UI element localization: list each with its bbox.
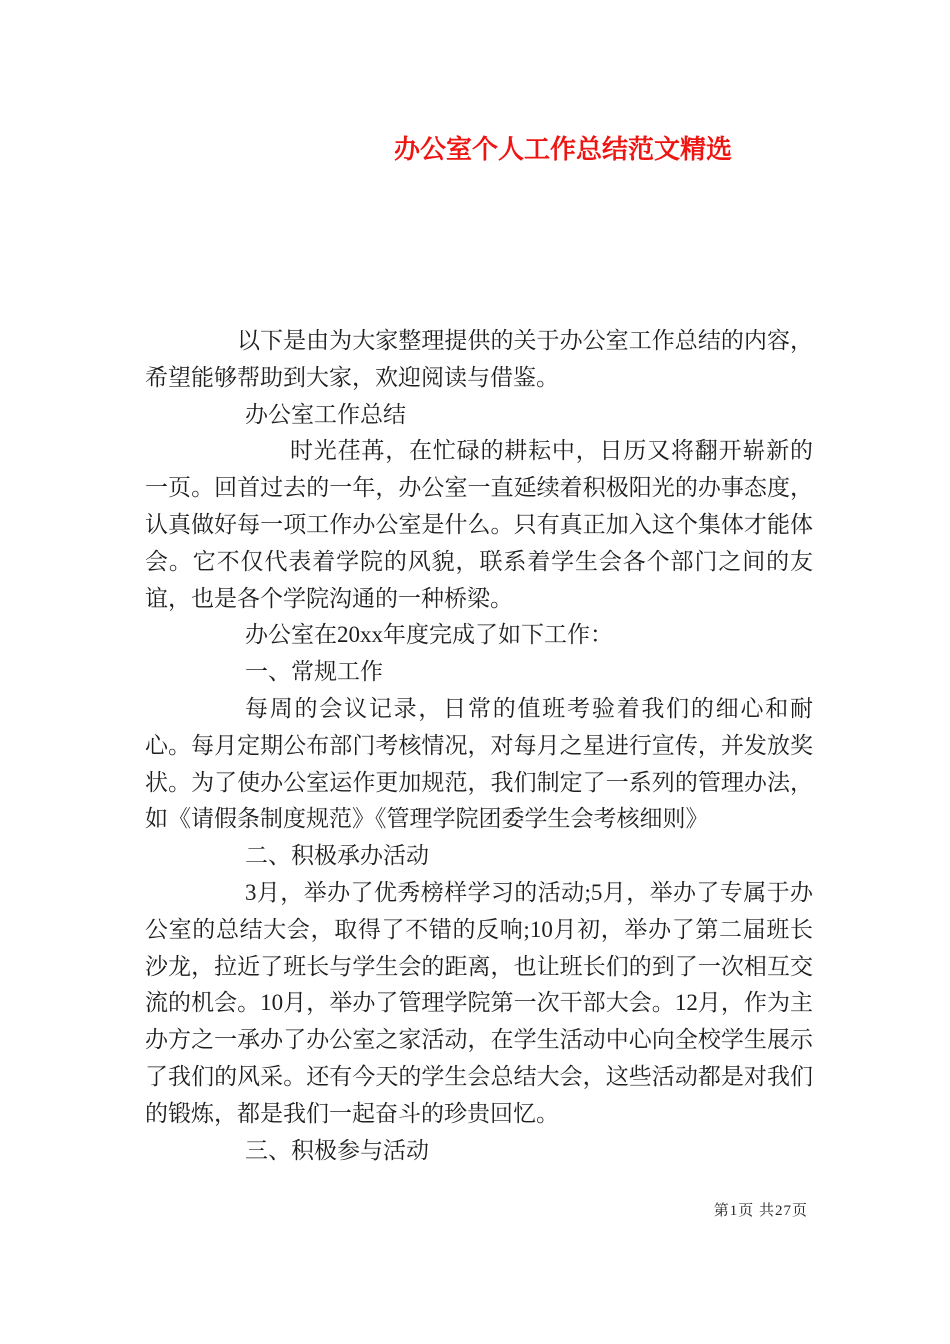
document-title: 办公室个人工作总结范文精选 [393,134,732,164]
paragraph-intro: 以下是由为大家整理提供的关于办公室工作总结的内容，希望能够帮助到大家，欢迎阅读与借鉴。 [145,328,813,390]
page-footer-pagination: 第1页 共27页 [713,1203,808,1219]
paragraph-year-summary-lead: 办公室在20xx年度完成了如下工作： [245,622,613,648]
paragraph-opening: 时光荏苒，在忙碌的耕耘中，日历又将翻开崭新的一页。回首过去的一年，办公室一直延续着积极阳光的办事态度，认真做好每一项工作办公室是什么。只有真正加入这个集体才能体会。它不仅代表着学院的风貌，联系着学生会各个部门之间的友谊，也是各个学院沟通的一种桥梁。 [145,438,813,611]
paragraph-section-1-body: 每周的会议记录，日常的值班考验着我们的细心和耐心。每月定期公布部门考核情况，对每月之星进行宣传，并发放奖状。为了使办公室运作更加规范，我们制定了一系列的管理办法，如《请假条制度规范》《管理学院团委学生会考核细则》 [145,695,813,832]
section-heading-3: 三、积极参与活动 [245,1137,429,1163]
section-heading-2: 二、积极承办活动 [245,843,429,869]
paragraph-section-2-body: 3月，举办了优秀榜样学习的活动;5月，举办了专属于办公室的总结大会，取得了不错的反响;10月初，举办了第二届班长沙龙，拉近了班长与学生会的距离，也让班长们的到了一次相互交流的机会。10月，举办了管理学院第一次干部大会。12月，作为主办方之一承办了办公室之家活动，在学生活动中心向全校学生展示了我们的风采。还有今天的学生会总结大会，这些活动都是对我们的锻炼，都是我们一起奋斗的珍贵回忆。 [145,879,813,1126]
section-heading-1: 一、常规工作 [245,659,383,685]
document-body [145,323,813,1169]
paragraph-subtitle: 办公室工作总结 [245,401,406,427]
